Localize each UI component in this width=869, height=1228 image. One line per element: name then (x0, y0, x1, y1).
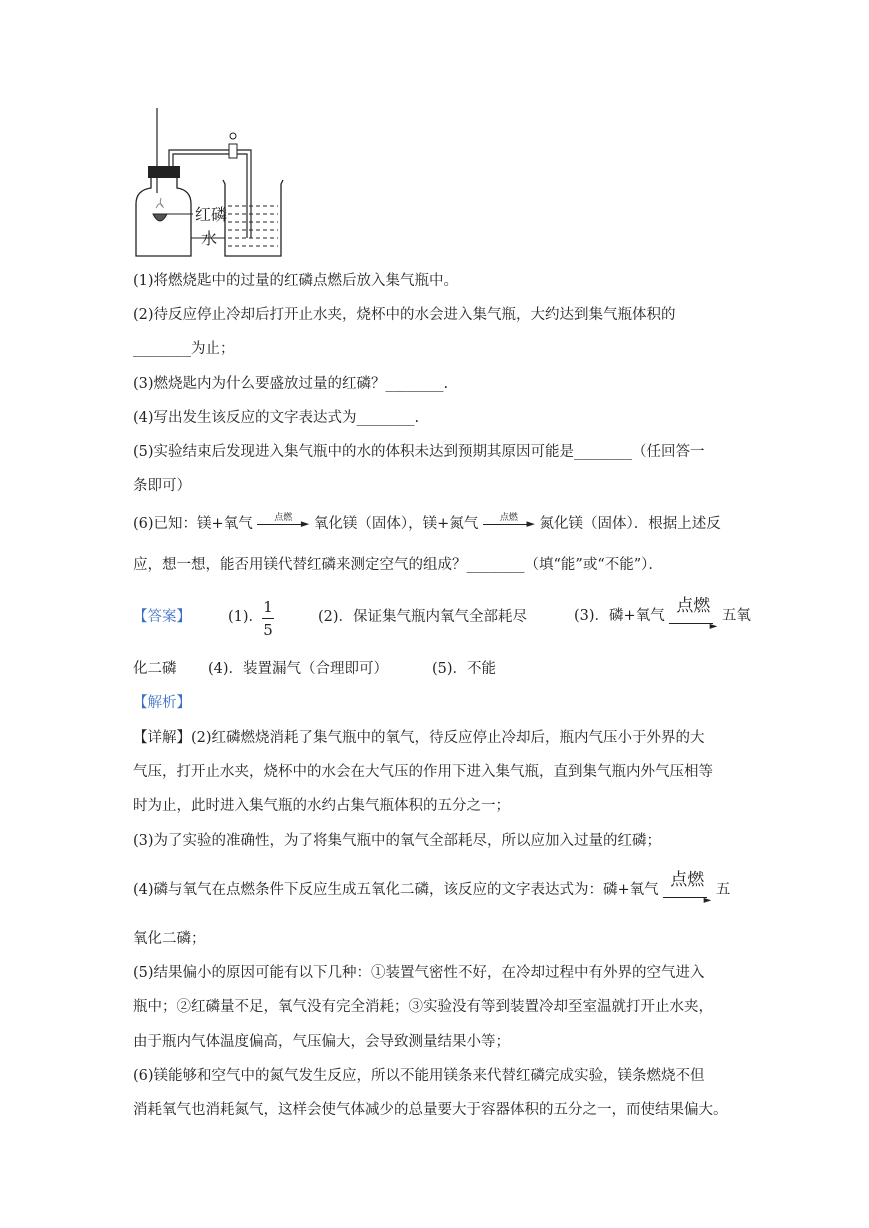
arrow-label: 点燃 (499, 513, 518, 523)
question-5-line-1: (5)实验结束后发现进入集气瓶中的水的体积未达到预期其原因可能是________（任回答一 (133, 444, 705, 460)
question-3: (3)燃烧匙内为什么要盛放过量的红磷？________. (133, 376, 449, 392)
label-phosphorus: 红磷 (195, 205, 228, 224)
detail-equation-prefix: (4)磷与氧气在点燃条件下反应生成五氧化二磷，该反应的文字表达式为：磷+氧气 (133, 882, 659, 898)
detail-line: (6)镁能够和空气中的氮气发生反应，所以不能用镁条来代替红磷完成实验，镁条燃烧不但 (133, 1068, 705, 1084)
detail-line: 由于瓶内气体温度偏高，气压偏大，会导致测量结果小等； (133, 1034, 510, 1050)
detail-line (133, 870, 731, 906)
answer-1-prefix: (1)． (228, 609, 264, 625)
reaction-arrow: 点燃 ► (257, 517, 309, 531)
question-1: (1)将燃烧匙中的过量的红磷点燃后放入集气瓶中。 (133, 273, 459, 289)
arrow-label: 点燃 (274, 513, 293, 523)
answer-4: (4)．装置漏气（合理即可） (208, 661, 389, 677)
detail-line: (5)结果偏小的原因可能有以下几种：①装置气密性不好，在冷却过程中有外界的空气进入 (133, 965, 705, 981)
detail-line: 消耗氧气也消耗氮气，这样会使气体减少的总量要大于容器体积的五分之一，而使结果偏大。 (133, 1102, 728, 1118)
detail-line: 氧化二磷； (133, 931, 206, 947)
question-5-line-2: 条即可） (133, 478, 191, 494)
q6-prefix: (6)已知：镁+氧气 (133, 516, 253, 532)
question-6-line-2: 应，想一想，能否用镁代替红磷来测定空气的组成？________（填“能”或“不能”）． (133, 557, 663, 573)
arrow-label: 点燃 (676, 596, 711, 616)
question-4: (4)写出发生该反应的文字表达式为________. (133, 410, 420, 426)
reaction-arrow: 点燃 ► (663, 878, 711, 900)
question-6-line-1 (133, 514, 721, 534)
detail-line: 瓶中；②红磷量不足，氧气没有完全消耗；③实验没有等到装置冷却至室温就打开止水夹， (133, 999, 713, 1015)
detail-line: 气压，打开止水夹，烧杯中的水会在大气压的作用下进入集气瓶，直到集气瓶内外气压相等 (133, 764, 713, 780)
reaction-arrow: 点燃 ► (483, 517, 535, 531)
detail-line: 【详解】(2)红磷燃烧消耗了集气瓶中的氧气，待反应停止冷却后，瓶内气压小于外界的大 (133, 730, 705, 746)
answer-3-suffix: 五氧 (721, 608, 751, 624)
answer-2: (2)．保证集气瓶内氧气全部耗尽 (318, 609, 528, 625)
question-2-line-1: (2)待反应停止冷却后打开止水夹，烧杯中的水会进入集气瓶，大约达到集气瓶体积的 (133, 307, 676, 323)
detail-line: 时为止，此时进入集气瓶的水约占集气瓶体积的五分之一； (133, 798, 510, 814)
fraction-one-fifth (262, 598, 274, 639)
analysis-tag: 【解析】 (133, 695, 191, 711)
answer-tag: 【答案】 (133, 609, 191, 625)
label-water: 水 (201, 229, 218, 248)
answer-3 (574, 596, 751, 632)
detail-line: (3)为了实验的准确性，为了将集气瓶中的氧气全部耗尽，所以应加入过量的红磷； (133, 833, 662, 849)
answer-line-2: 化二磷 (133, 661, 177, 677)
reaction-arrow: 点燃 ► (669, 604, 717, 626)
answer-3-prefix: (3)．磷+氧气 (574, 608, 665, 624)
question-2-line-2: ________为止； (133, 341, 235, 357)
detail-equation-suffix: 五 (715, 882, 731, 898)
apparatus-diagram (133, 108, 293, 258)
arrow-label: 点燃 (670, 870, 705, 890)
q6-mid: 氧化镁（固体），镁+氮气 (313, 516, 479, 532)
answer-5: (5)．不能 (432, 661, 497, 677)
fraction-numerator: 1 (263, 598, 273, 616)
q6-suffix: 氮化镁（固体）．根据上述反 (539, 516, 721, 532)
fraction-denominator: 5 (263, 621, 273, 639)
